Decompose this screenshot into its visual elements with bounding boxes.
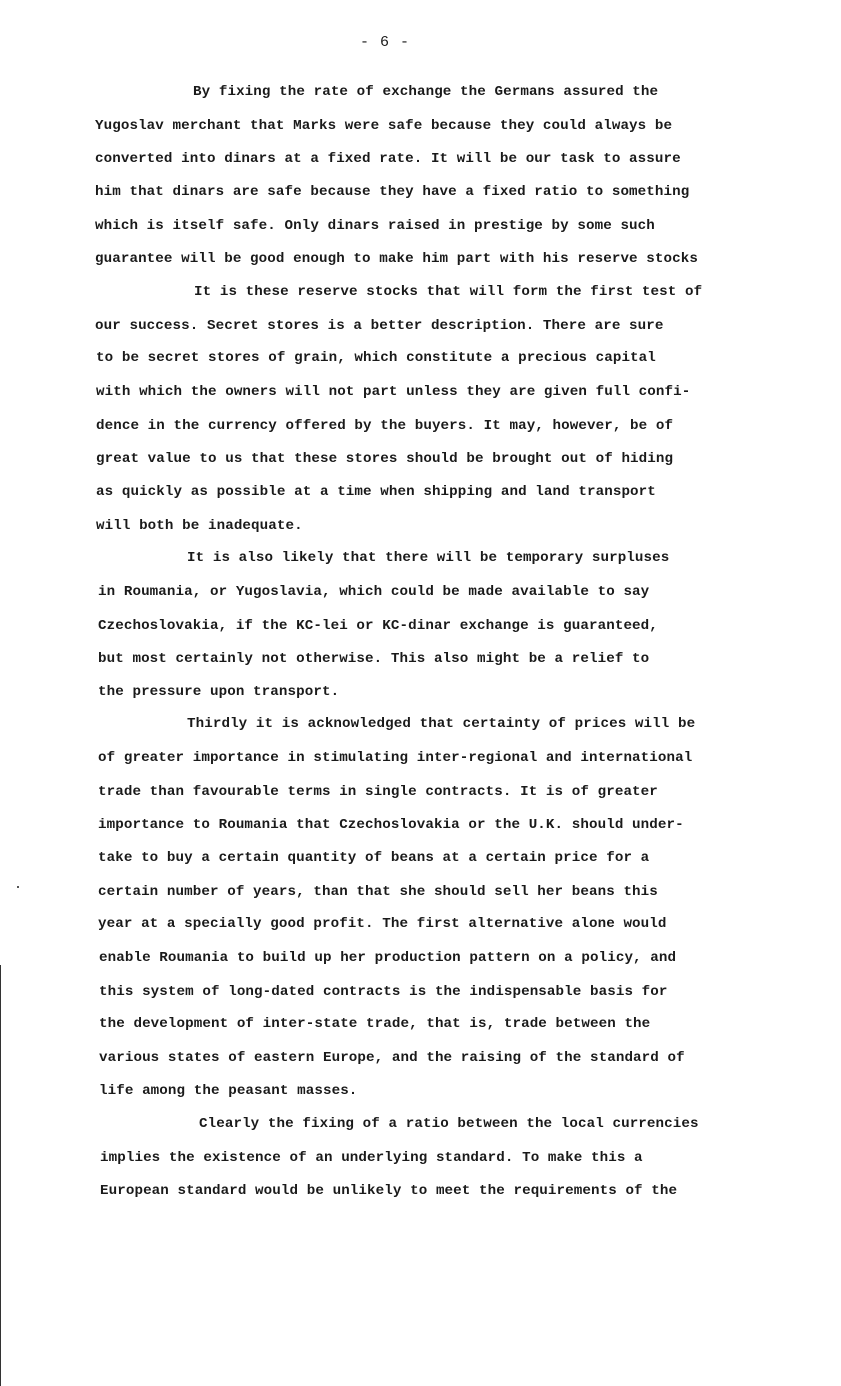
text-line: of greater importance in stimulating inter-regional and international: [98, 750, 693, 766]
text-line: will both be inadequate.: [96, 518, 303, 534]
text-line: By fixing the rate of exchange the Germans assured the: [193, 84, 659, 100]
text-line: implies the existence of an underlying standard. To make this a: [100, 1150, 643, 1166]
text-line: in Roumania, or Yugoslavia, which could be made available to say: [98, 584, 650, 600]
page-number: - 6 -: [359, 34, 410, 51]
text-line: life among the peasant masses.: [99, 1083, 358, 1099]
text-line: guarantee will be good enough to make him part with his reserve stocks: [95, 251, 698, 267]
text-line: with which the owners will not part unless they are given full confi-: [96, 384, 691, 400]
text-line: European standard would be unlikely to meet the requirements of the: [100, 1183, 678, 1199]
text-line: dence in the currency offered by the buyers. It may, however, be of: [96, 418, 674, 434]
text-line: the pressure upon transport.: [98, 684, 340, 700]
text-line: Yugoslav merchant that Marks were safe because they could always be: [95, 118, 673, 134]
text-line: our success. Secret stores is a better description. There are sure: [95, 318, 664, 334]
text-line: which is itself safe. Only dinars raised in prestige by some such: [95, 218, 655, 234]
text-line: converted into dinars at a fixed rate. It will be our task to assure: [95, 151, 681, 167]
text-line: Czechoslovakia, if the KC-lei or KC-dinar exchange is guaranteed,: [98, 618, 658, 634]
text-line: enable Roumania to build up her production pattern on a policy, and: [99, 950, 677, 966]
text-line: year at a specially good profit. The first alternative alone would: [98, 916, 667, 932]
text-line: It is also likely that there will be temporary surpluses: [187, 550, 670, 566]
text-line: certain number of years, than that she should sell her beans this: [98, 884, 658, 900]
scan-speck: [17, 886, 19, 888]
text-line: take to buy a certain quantity of beans at a certain price for a: [98, 850, 650, 866]
text-line: Clearly the fixing of a ratio between the local currencies: [199, 1116, 699, 1132]
text-line: importance to Roumania that Czechoslovakia or the U.K. should under-: [98, 817, 684, 833]
scan-edge-line: [0, 965, 1, 1386]
text-line: the development of inter-state trade, that is, trade between the: [99, 1016, 651, 1032]
text-line: great value to us that these stores should be brought out of hiding: [96, 451, 674, 467]
text-line: various states of eastern Europe, and the raising of the standard of: [99, 1050, 685, 1066]
text-line: him that dinars are safe because they have a fixed ratio to something: [95, 184, 690, 200]
text-line: trade than favourable terms in single contracts. It is of greater: [98, 784, 658, 800]
text-line: to be secret stores of grain, which constitute a precious capital: [96, 350, 656, 366]
text-line: Thirdly it is acknowledged that certainty of prices will be: [187, 716, 696, 732]
text-line: It is these reserve stocks that will form the first test of: [194, 284, 703, 300]
text-line: as quickly as possible at a time when shipping and land transport: [96, 484, 656, 500]
text-line: but most certainly not otherwise. This also might be a relief to: [98, 651, 650, 667]
text-line: this system of long-dated contracts is the indispensable basis for: [99, 984, 668, 1000]
